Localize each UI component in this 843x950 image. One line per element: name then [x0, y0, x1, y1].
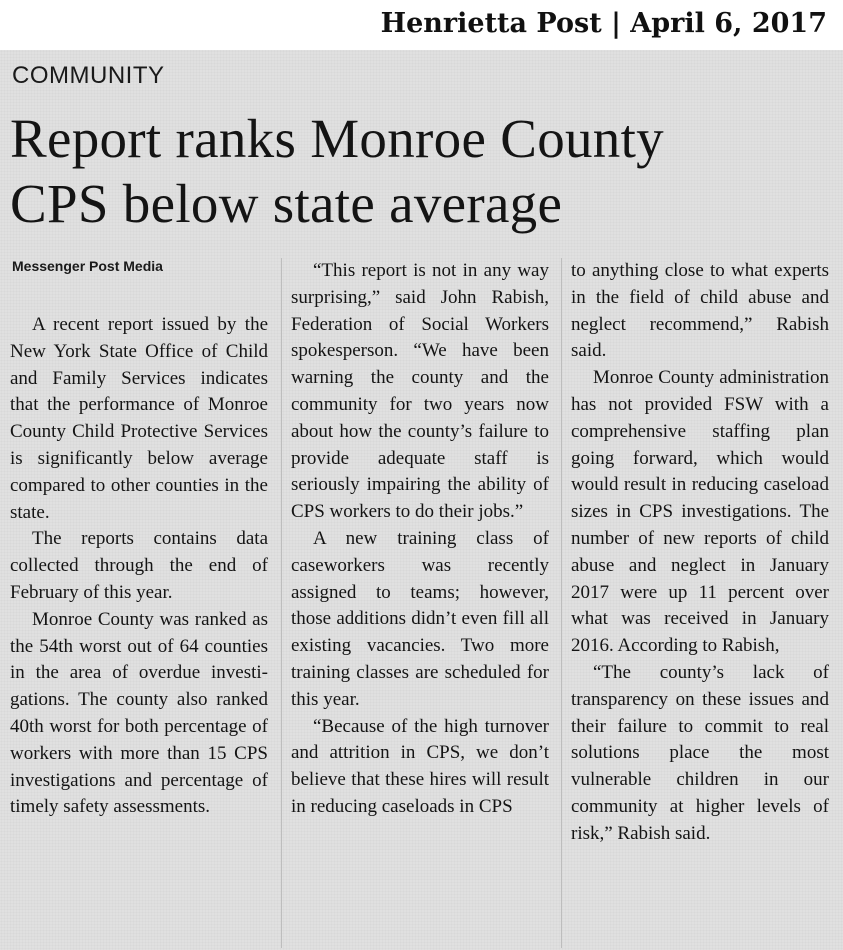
article-column-2: [291, 258, 549, 821]
section-label: COMMUNITY: [12, 62, 165, 89]
headline: [10, 106, 835, 236]
paragraph: The reports contains data collected through the end of February of this year.: [10, 528, 268, 603]
paragraph: A recent report issued by the New York State Office of Child and Family Services indicates that the performance of Monroe County Child Protective Services is significantly below average compared to other counties in the state.: [10, 314, 268, 523]
headline-line-2: CPS below state average: [10, 173, 563, 234]
newspaper-clipping: [0, 50, 843, 950]
headline-line-1: Report ranks Monroe County: [10, 108, 664, 169]
publication-date: Henrietta Post | April 6, 2017: [380, 8, 827, 39]
paragraph: “Because of the high turnover and attrition in CPS, we don’t believe that these hires will result in reducing caseloads in CPS: [291, 715, 549, 817]
paragraph: Monroe County was ranked as the 54th worst out of 64 counties in the area of overdue investigations. The county also ranked 40th worst for both percentage of workers with more than 15 CPS investigations and percentage of timely safety assessments.: [10, 608, 268, 818]
column-divider: [561, 258, 562, 948]
paragraph: “This report is not in any way surprising,” said John Rabish, Federation of Social Workers spokesperson. “We have been warning the county and the community for two years now about how the county’s failure to provide adequate staff is seriously impairing the ability of CPS workers to do their jobs.”: [291, 260, 549, 523]
masthead: [0, 0, 843, 50]
paragraph: Monroe County administration has not provided FSW with a comprehensive staffing plan going forward, which would would result in reducing caseload sizes in CPS investigations. The number of new reports of child abuse and neglect in January 2017 were up 11 percent over what was received in January 2016. According to Rabish,: [571, 367, 829, 657]
paragraph: A new training class of caseworkers was recently assigned to teams; however, those additions didn’t even fill all existing vacancies. Two more training classes are scheduled for this year.: [291, 527, 549, 710]
article-column-3: [571, 258, 829, 848]
column-divider: [281, 258, 282, 948]
byline: Messenger Post Media: [12, 258, 163, 274]
paragraph: to anything close to what experts in the field of child abuse and neglect recommend,” Rabish said.: [571, 260, 829, 362]
article-column-1: [10, 312, 268, 821]
paragraph: “The county’s lack of transparency on these issues and their failure to commit to real solutions place the most vulnerable children in our community at higher levels of risk,” Rabish said.: [571, 661, 829, 844]
